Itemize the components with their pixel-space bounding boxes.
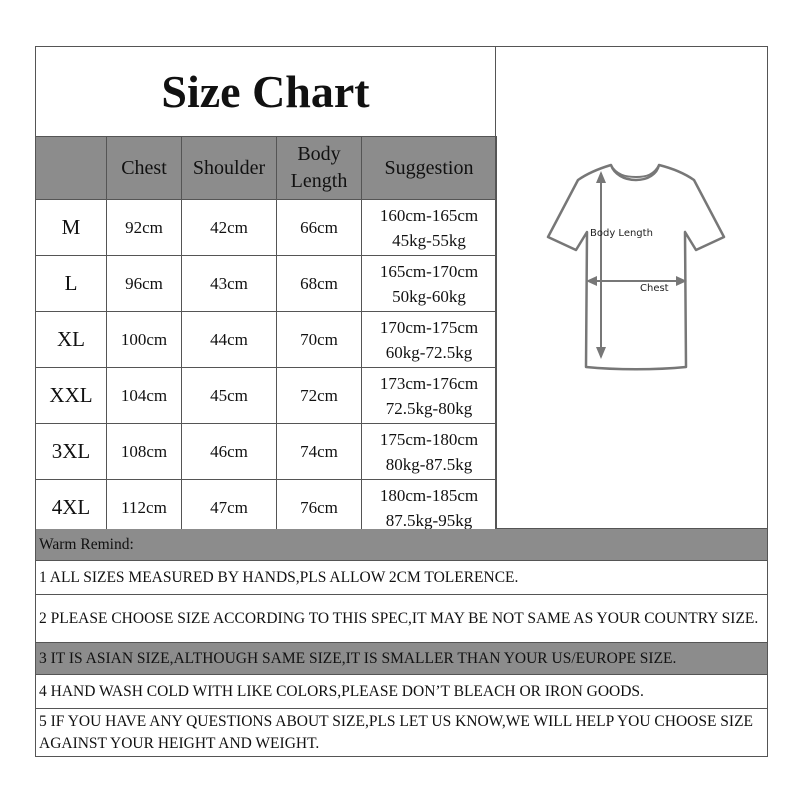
length-cell: 66cm: [277, 200, 362, 256]
size-cell: L: [36, 256, 107, 312]
table-row: [36, 312, 497, 368]
table-row: [36, 256, 497, 312]
size-cell: XXL: [36, 368, 107, 424]
note-item: 4 HAND WASH COLD WITH LIKE COLORS,PLEASE DON’T BLEACH OR IRON GOODS.: [35, 675, 768, 709]
height-range: 160cm-165cm: [379, 205, 479, 225]
chest-cell: 108cm: [107, 424, 182, 480]
length-cell: 76cm: [277, 480, 362, 536]
weight-range: 87.5kg-95kg: [385, 510, 473, 530]
height-range: 180cm-185cm: [379, 485, 479, 505]
weight-range: 45kg-55kg: [392, 230, 466, 250]
table-row: [36, 200, 497, 256]
length-cell: 72cm: [277, 368, 362, 424]
header-size: [36, 137, 107, 200]
suggestion-cell: [362, 368, 497, 424]
size-cell: XL: [36, 312, 107, 368]
suggestion-cell: [362, 312, 497, 368]
table-row: [36, 424, 497, 480]
chest-cell: 96cm: [107, 256, 182, 312]
height-range: 175cm-180cm: [379, 429, 479, 449]
page-title: Size Chart: [35, 46, 496, 137]
body-length-label: Body Length: [590, 228, 653, 239]
shoulder-cell: 44cm: [182, 312, 277, 368]
weight-range: 72.5kg-80kg: [385, 398, 473, 418]
table-header-row: [36, 137, 497, 200]
weight-range: 60kg-72.5kg: [385, 342, 473, 362]
size-cell: 4XL: [36, 480, 107, 536]
shoulder-cell: 43cm: [182, 256, 277, 312]
header-body-length: [277, 137, 362, 200]
tshirt-diagram-cell: [495, 46, 768, 529]
length-cell: 68cm: [277, 256, 362, 312]
note-item: 5 IF YOU HAVE ANY QUESTIONS ABOUT SIZE,PLS LET US KNOW,WE WILL HELP YOU CHOOSE SIZE AGAINST YOUR HEIGHT AND WEIGHT.: [35, 709, 768, 757]
shoulder-cell: 45cm: [182, 368, 277, 424]
notes-heading: Warm Remind:: [35, 529, 768, 561]
header-shoulder: Shoulder: [182, 137, 277, 200]
note-item: 3 IT IS ASIAN SIZE,ALTHOUGH SAME SIZE,IT IS SMALLER THAN YOUR US/EUROPE SIZE.: [35, 643, 768, 675]
table-row: [36, 480, 497, 536]
notes-section: [35, 529, 768, 757]
chest-cell: 92cm: [107, 200, 182, 256]
note-item: 1 ALL SIZES MEASURED BY HANDS,PLS ALLOW 2CM TOLERENCE.: [35, 561, 768, 595]
shoulder-cell: 42cm: [182, 200, 277, 256]
chest-cell: 104cm: [107, 368, 182, 424]
height-range: 165cm-170cm: [379, 261, 479, 281]
size-chart-frame: [35, 46, 768, 754]
suggestion-cell: [362, 256, 497, 312]
size-cell: M: [36, 200, 107, 256]
weight-range: 80kg-87.5kg: [385, 454, 473, 474]
suggestion-cell: [362, 424, 497, 480]
header-chest: Chest: [107, 137, 182, 200]
chest-cell: 100cm: [107, 312, 182, 368]
height-range: 173cm-176cm: [379, 373, 479, 393]
length-cell: 74cm: [277, 424, 362, 480]
suggestion-cell: [362, 480, 497, 536]
tshirt-outline-icon: [548, 165, 724, 369]
shoulder-cell: 47cm: [182, 480, 277, 536]
height-range: 170cm-175cm: [379, 317, 479, 337]
size-cell: 3XL: [36, 424, 107, 480]
weight-range: 50kg-60kg: [392, 286, 466, 306]
tshirt-diagram: [496, 47, 767, 528]
size-table: [35, 136, 497, 536]
header-body-length-line2: Length: [290, 170, 348, 192]
length-cell: 70cm: [277, 312, 362, 368]
header-body-length-line1: Body: [297, 143, 341, 165]
shoulder-cell: 46cm: [182, 424, 277, 480]
chest-cell: 112cm: [107, 480, 182, 536]
table-row: [36, 368, 497, 424]
note-item: 2 PLEASE CHOOSE SIZE ACCORDING TO THIS SPEC,IT MAY BE NOT SAME AS YOUR COUNTRY SIZE.: [35, 595, 768, 643]
suggestion-cell: [362, 200, 497, 256]
chest-label: Chest: [640, 283, 669, 294]
header-suggestion: Suggestion: [362, 137, 497, 200]
